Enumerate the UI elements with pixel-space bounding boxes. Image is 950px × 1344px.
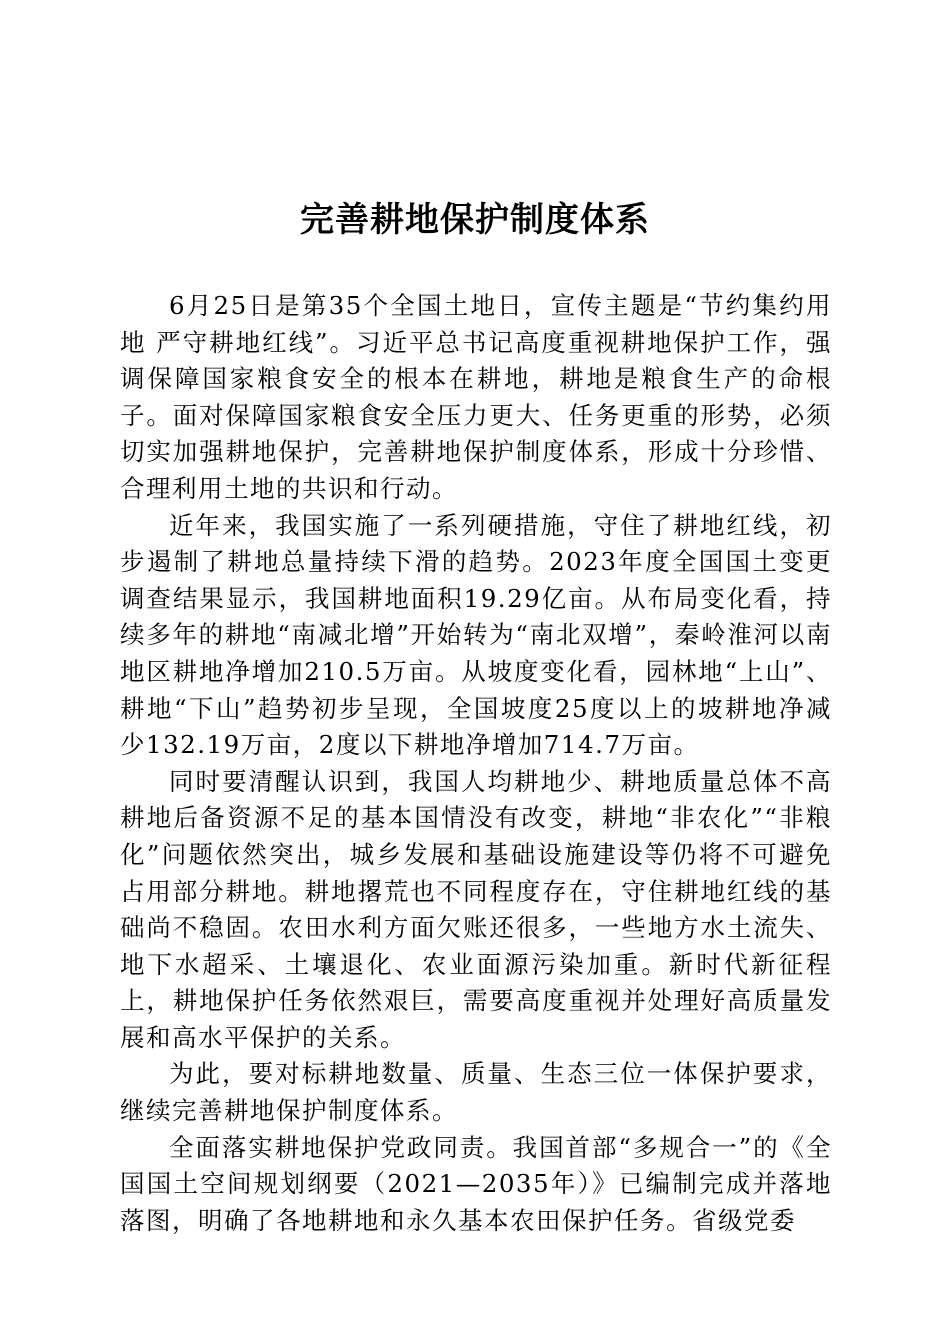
- document-body: [120, 288, 832, 1239]
- paragraph-land-day: 6月25日是第35个全国土地日，宣传主题是“节约集约用地 严守耕地红线”。习近平总书记高度重视耕地保护工作，强调保障国家粮食安全的根本在耕地，耕地是粮食生产的命根子。面对保障国家粮食安全压力更大、任务更重的形势，必须切实加强耕地保护，完善耕地保护制度体系，形成十分珍惜、合理利用土地的共识和行动。: [120, 291, 832, 503]
- paragraph-improve-system: 为此，要对标耕地数量、质量、生态三位一体保护要求，继续完善耕地保护制度体系。: [120, 1059, 832, 1126]
- document-title: 完善耕地保护制度体系: [300, 200, 650, 240]
- paragraph-recent-measures: 近年来，我国实施了一系列硬措施，守住了耕地红线，初步遏制了耕地总量持续下滑的趋势。2023年度全国国土变更调查结果显示，我国耕地面积19.29亿亩。从布局变化看，持续多年的耕地“南减北增”开始转为“南北双增”，秦岭淮河以南地区耕地净增加210.5万亩。从坡度变化看，园林地“上山”、耕地“下山”趋势初步呈现，全国坡度25度以上的坡耕地净减少132.19万亩，2度以下耕地净增加714.7万亩。: [120, 510, 832, 760]
- paragraph-party-government-responsibility: 全面落实耕地保护党政同责。我国首部“多规合一”的《全国国土空间规划纲要（2021—2035年）》已编制完成并落地落图，明确了各地耕地和永久基本农田保护任务。省级党委: [120, 1132, 832, 1235]
- paragraph-challenges: 同时要清醒认识到，我国人均耕地少、耕地质量总体不高耕地后备资源不足的基本国情没有改变，耕地“非农化”“非粮化”问题依然突出，城乡发展和基础设施建设等仍将不可避免占用部分耕地。耕地撂荒也不同程度存在，守住耕地红线的基础尚不稳固。农田水利方面欠账还很多，一些地方水土流失、地下水超采、土壤退化、农业面源污染加重。新时代新征程上，耕地保护任务依然艰巨，需要高度重视并处理好高质量发展和高水平保护的关系。: [120, 766, 832, 1052]
